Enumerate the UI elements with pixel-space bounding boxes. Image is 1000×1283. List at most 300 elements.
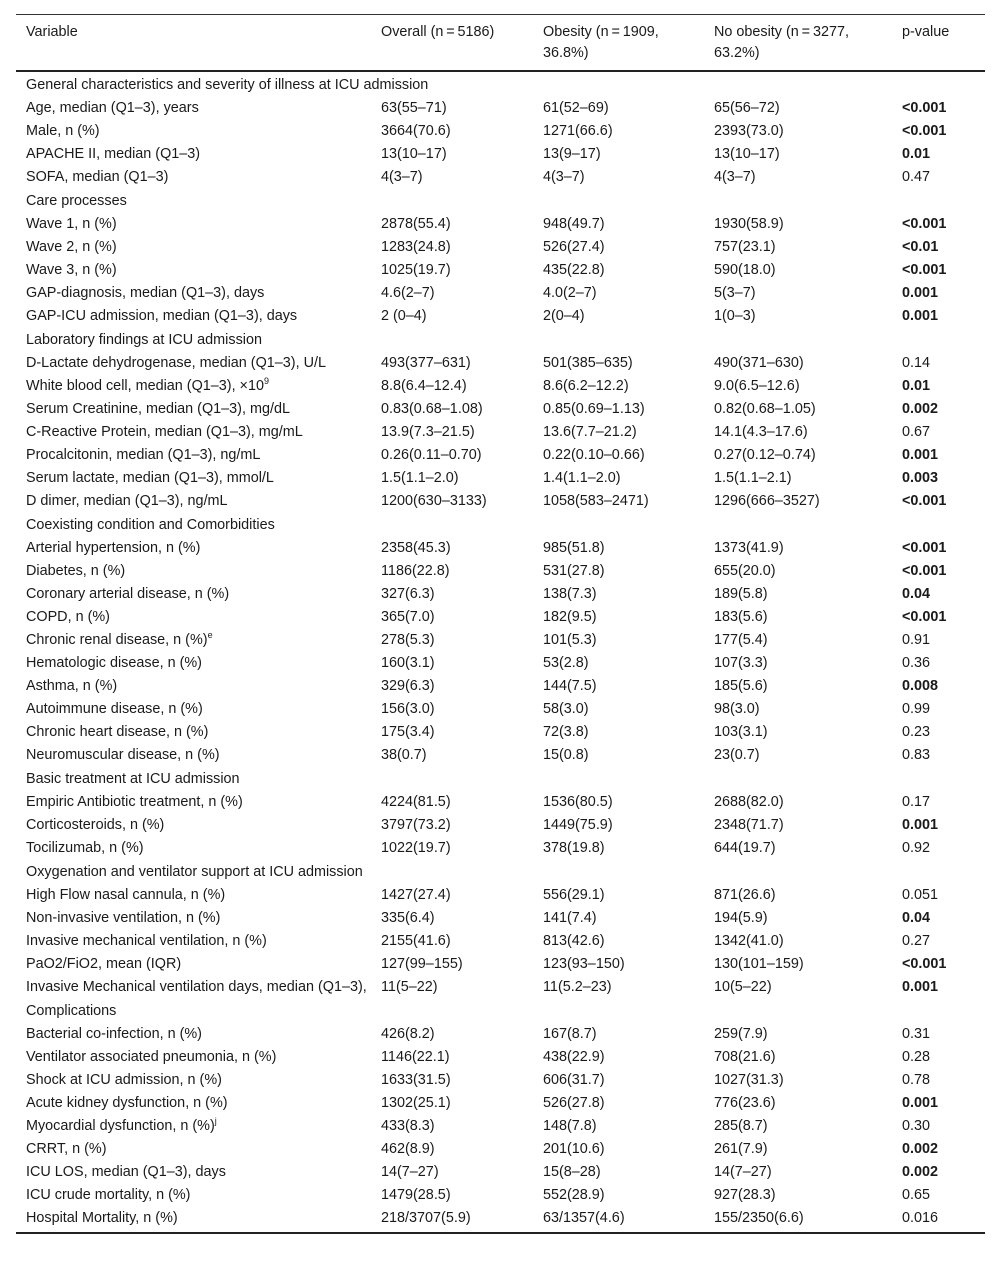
table-row xyxy=(16,560,985,583)
row-label-cell xyxy=(16,721,371,744)
cell-pvalue: <0.001 xyxy=(902,100,947,116)
row-label: PaO2/FiO2, mean (IQR) xyxy=(26,956,182,972)
table-container xyxy=(16,14,985,1234)
row-label: Wave 1, n (%) xyxy=(26,216,117,232)
row-label-cell xyxy=(16,352,371,375)
table-row xyxy=(16,837,985,860)
cell-no-obesity: 261(7.9) xyxy=(714,1141,768,1157)
table-row xyxy=(16,282,985,305)
table-row xyxy=(16,1069,985,1092)
row-label-cell xyxy=(16,1161,371,1184)
cell-overall: 1427(27.4) xyxy=(381,887,451,903)
header-pvalue: p-value xyxy=(892,15,985,72)
cell-pvalue: 0.01 xyxy=(902,378,931,394)
cell-pvalue: 0.78 xyxy=(902,1072,931,1088)
cell-no-obesity: 871(26.6) xyxy=(714,887,776,903)
footnote-marker: j xyxy=(214,1116,217,1126)
row-label: Chronic renal disease, n (%) xyxy=(26,632,208,648)
row-label-cell xyxy=(16,652,371,675)
table-header xyxy=(16,15,985,72)
cell-obesity: 148(7.8) xyxy=(543,1118,597,1134)
row-label-cell xyxy=(16,398,371,421)
cell-obesity: 1449(75.9) xyxy=(543,817,613,833)
row-label: Age, median (Q1–3), years xyxy=(26,100,199,116)
cell-no-obesity: 5(3–7) xyxy=(714,285,756,301)
cell-no-obesity: 590(18.0) xyxy=(714,262,776,278)
cell-obesity: 0.85(0.69–1.13) xyxy=(543,401,645,417)
cell-pvalue: 0.003 xyxy=(902,470,939,486)
cell-no-obesity: 708(21.6) xyxy=(714,1049,776,1065)
row-label: Autoimmune disease, n (%) xyxy=(26,701,203,717)
cell-pvalue: 0.001 xyxy=(902,308,939,324)
row-label: CRRT, n (%) xyxy=(26,1141,107,1157)
row-label-cell xyxy=(16,1207,371,1233)
row-label-cell xyxy=(16,1069,371,1092)
cell-pvalue: 0.008 xyxy=(902,678,939,694)
row-label: Neuromuscular disease, n (%) xyxy=(26,747,220,763)
cell-overall: 335(6.4) xyxy=(381,910,435,926)
cell-pvalue: 0.016 xyxy=(892,1207,985,1233)
cell-no-obesity: 1930(58.9) xyxy=(714,216,784,232)
row-label-cell xyxy=(16,120,371,143)
comparison-table xyxy=(16,14,985,1234)
row-label-cell xyxy=(16,97,371,120)
cell-pvalue: 0.28 xyxy=(902,1049,931,1065)
table-row xyxy=(16,467,985,490)
cell-pvalue: <0.001 xyxy=(902,262,947,278)
row-label: Bacterial co-infection, n (%) xyxy=(26,1026,202,1042)
row-label: Invasive Mechanical ventilation days, median (Q1–3), xyxy=(26,979,367,995)
cell-obesity: 1058(583–2471) xyxy=(543,493,649,509)
cell-no-obesity: 259(7.9) xyxy=(714,1026,768,1042)
table-row xyxy=(16,1207,985,1233)
cell-no-obesity: 927(28.3) xyxy=(714,1187,776,1203)
cell-obesity: 53(2.8) xyxy=(543,655,589,671)
cell-obesity: 123(93–150) xyxy=(543,956,625,972)
table-row xyxy=(16,1023,985,1046)
cell-overall: 4(3–7) xyxy=(381,169,423,185)
cell-no-obesity: 103(3.1) xyxy=(714,724,768,740)
row-label-cell xyxy=(16,1115,371,1138)
cell-obesity: 11(5.2–23) xyxy=(543,979,612,995)
cell-no-obesity: 757(23.1) xyxy=(714,239,776,255)
cell-obesity: 438(22.9) xyxy=(543,1049,605,1065)
row-label: Tocilizumab, n (%) xyxy=(26,840,144,856)
row-label-cell xyxy=(16,583,371,606)
cell-overall: 1479(28.5) xyxy=(381,1187,451,1203)
cell-overall: 2 (0–4) xyxy=(381,308,427,324)
cell-pvalue: 0.001 xyxy=(902,285,939,301)
row-label: SOFA, median (Q1–3) xyxy=(26,169,169,185)
row-label-cell xyxy=(16,1092,371,1115)
row-label: Wave 2, n (%) xyxy=(26,239,117,255)
row-label: Asthma, n (%) xyxy=(26,678,118,694)
cell-no-obesity: 1342(41.0) xyxy=(714,933,784,949)
row-label-cell xyxy=(16,444,371,467)
cell-no-obesity: 1373(41.9) xyxy=(714,540,784,556)
table-row xyxy=(16,305,985,328)
row-label: D dimer, median (Q1–3), ng/mL xyxy=(26,493,228,509)
cell-obesity: 526(27.8) xyxy=(543,1095,605,1111)
cell-overall: 13.9(7.3–21.5) xyxy=(381,424,475,440)
section-heading: Basic treatment at ICU admission xyxy=(26,771,240,787)
cell-no-obesity: 0.82(0.68–1.05) xyxy=(714,401,816,417)
cell-pvalue: 0.67 xyxy=(902,424,931,440)
table-row xyxy=(16,884,985,907)
row-label: High Flow nasal cannula, n (%) xyxy=(26,887,226,903)
cell-no-obesity: 655(20.0) xyxy=(714,563,776,579)
cell-pvalue: 0.36 xyxy=(902,655,931,671)
cell-overall: 127(99–155) xyxy=(381,956,463,972)
row-label-cell xyxy=(16,930,371,953)
table-row xyxy=(16,629,985,652)
cell-obesity: 4.0(2–7) xyxy=(543,285,597,301)
cell-obesity: 101(5.3) xyxy=(543,632,597,648)
cell-overall: 329(6.3) xyxy=(381,678,435,694)
row-label: Acute kidney dysfunction, n (%) xyxy=(26,1095,228,1111)
cell-obesity: 61(52–69) xyxy=(543,100,609,116)
cell-pvalue: 0.001 xyxy=(902,979,939,995)
row-label: Hematologic disease, n (%) xyxy=(26,655,202,671)
table-row xyxy=(16,1184,985,1207)
cell-overall: 493(377–631) xyxy=(381,355,471,371)
cell-obesity: 378(19.8) xyxy=(543,840,605,856)
cell-obesity: 72(3.8) xyxy=(543,724,589,740)
table-row xyxy=(16,791,985,814)
table-row xyxy=(16,375,985,398)
cell-no-obesity: 23(0.7) xyxy=(714,747,760,763)
table-row xyxy=(16,490,985,513)
cell-no-obesity: 9.0(6.5–12.6) xyxy=(714,378,800,394)
row-label: Chronic heart disease, n (%) xyxy=(26,724,209,740)
row-label-cell xyxy=(16,143,371,166)
row-label: D-Lactate dehydrogenase, median (Q1–3), U/L xyxy=(26,355,326,371)
cell-overall: 0.26(0.11–0.70) xyxy=(381,447,482,463)
cell-pvalue: 0.27 xyxy=(902,933,931,949)
row-label-cell xyxy=(16,1138,371,1161)
cell-overall: 218/3707(5.9) xyxy=(371,1207,533,1233)
cell-overall: 1633(31.5) xyxy=(381,1072,451,1088)
header-variable: Variable xyxy=(16,15,371,72)
cell-overall: 0.83(0.68–1.08) xyxy=(381,401,483,417)
cell-obesity: 948(49.7) xyxy=(543,216,605,232)
row-label: Empiric Antibiotic treatment, n (%) xyxy=(26,794,243,810)
cell-no-obesity: 776(23.6) xyxy=(714,1095,776,1111)
row-label: Diabetes, n (%) xyxy=(26,563,126,579)
header-overall: Overall (n = 5186) xyxy=(371,15,533,72)
section-heading: Complications xyxy=(26,1003,117,1019)
cell-overall: 11(5–22) xyxy=(381,979,438,995)
cell-obesity: 606(31.7) xyxy=(543,1072,605,1088)
cell-overall: 3797(73.2) xyxy=(381,817,451,833)
cell-pvalue: 0.051 xyxy=(902,887,939,903)
cell-no-obesity: 2348(71.7) xyxy=(714,817,784,833)
row-label-cell xyxy=(16,791,371,814)
table-row xyxy=(16,352,985,375)
cell-overall: 1200(630–3133) xyxy=(381,493,487,509)
cell-pvalue: <0.001 xyxy=(902,563,947,579)
cell-obesity: 201(10.6) xyxy=(543,1141,605,1157)
cell-pvalue: 0.04 xyxy=(902,586,931,602)
header-no-obesity: No obesity (n = 3277, 63.2%) xyxy=(704,15,892,72)
cell-obesity: 0.22(0.10–0.66) xyxy=(543,447,645,463)
cell-pvalue: 0.001 xyxy=(902,447,939,463)
section-row xyxy=(16,71,985,97)
table-row xyxy=(16,606,985,629)
cell-overall: 175(3.4) xyxy=(381,724,435,740)
row-label: Serum Creatinine, median (Q1–3), mg/dL xyxy=(26,401,290,417)
table-row xyxy=(16,97,985,120)
cell-obesity: 985(51.8) xyxy=(543,540,605,556)
cell-no-obesity: 1(0–3) xyxy=(714,308,756,324)
cell-obesity: 8.6(6.2–12.2) xyxy=(543,378,629,394)
cell-overall: 278(5.3) xyxy=(381,632,435,648)
row-label-cell xyxy=(16,698,371,721)
table-row xyxy=(16,652,985,675)
cell-overall: 14(7–27) xyxy=(381,1164,439,1180)
row-label: C-Reactive Protein, median (Q1–3), mg/mL xyxy=(26,424,303,440)
row-label-cell xyxy=(16,976,371,999)
cell-no-obesity: 14(7–27) xyxy=(714,1164,772,1180)
cell-overall: 1.5(1.1–2.0) xyxy=(381,470,459,486)
cell-no-obesity: 177(5.4) xyxy=(714,632,768,648)
cell-overall: 1283(24.8) xyxy=(381,239,451,255)
cell-obesity: 526(27.4) xyxy=(543,239,605,255)
table-row xyxy=(16,398,985,421)
row-label: Shock at ICU admission, n (%) xyxy=(26,1072,222,1088)
row-label-cell xyxy=(16,837,371,860)
row-label: COPD, n (%) xyxy=(26,609,110,625)
table-row xyxy=(16,236,985,259)
cell-pvalue: 0.001 xyxy=(902,1095,939,1111)
cell-overall: 38(0.7) xyxy=(381,747,427,763)
table-row xyxy=(16,1161,985,1184)
cell-pvalue: <0.001 xyxy=(902,609,947,625)
row-label-cell xyxy=(16,1184,371,1207)
cell-obesity: 182(9.5) xyxy=(543,609,597,625)
row-label-cell xyxy=(16,744,371,767)
cell-no-obesity: 10(5–22) xyxy=(714,979,772,995)
row-label-cell xyxy=(16,305,371,328)
cell-pvalue: 0.002 xyxy=(902,1164,939,1180)
cell-overall: 1022(19.7) xyxy=(381,840,451,856)
cell-overall: 433(8.3) xyxy=(381,1118,435,1134)
cell-overall: 4224(81.5) xyxy=(381,794,451,810)
cell-no-obesity: 185(5.6) xyxy=(714,678,768,694)
cell-pvalue: 0.01 xyxy=(902,146,931,162)
row-label: GAP-diagnosis, median (Q1–3), days xyxy=(26,285,265,301)
cell-obesity: 2(0–4) xyxy=(543,308,585,324)
cell-overall: 1302(25.1) xyxy=(381,1095,451,1111)
table-row xyxy=(16,930,985,953)
footnote-marker: 9 xyxy=(263,376,269,386)
cell-obesity: 1271(66.6) xyxy=(543,123,613,139)
row-label: GAP-ICU admission, median (Q1–3), days xyxy=(26,308,298,324)
cell-obesity: 4(3–7) xyxy=(543,169,585,185)
table-row xyxy=(16,583,985,606)
cell-obesity: 1536(80.5) xyxy=(543,794,613,810)
cell-overall: 3664(70.6) xyxy=(381,123,451,139)
cell-no-obesity: 4(3–7) xyxy=(714,169,756,185)
cell-no-obesity: 194(5.9) xyxy=(714,910,768,926)
row-label: APACHE II, median (Q1–3) xyxy=(26,146,201,162)
section-heading: Laboratory findings at ICU admission xyxy=(26,332,262,348)
cell-no-obesity: 107(3.3) xyxy=(714,655,768,671)
cell-obesity: 13.6(7.7–21.2) xyxy=(543,424,637,440)
table-row xyxy=(16,166,985,189)
section-row xyxy=(16,328,985,352)
cell-overall: 327(6.3) xyxy=(381,586,435,602)
section-row xyxy=(16,189,985,213)
table-row xyxy=(16,1092,985,1115)
row-label: Arterial hypertension, n (%) xyxy=(26,540,201,556)
cell-overall: 156(3.0) xyxy=(381,701,435,717)
cell-no-obesity: 98(3.0) xyxy=(714,701,760,717)
cell-no-obesity: 644(19.7) xyxy=(714,840,776,856)
table-row xyxy=(16,744,985,767)
row-label-cell xyxy=(16,259,371,282)
row-label: ICU crude mortality, n (%) xyxy=(26,1187,191,1203)
table-row xyxy=(16,143,985,166)
row-label-cell xyxy=(16,606,371,629)
row-label: Coronary arterial disease, n (%) xyxy=(26,586,230,602)
cell-overall: 63(55–71) xyxy=(381,100,447,116)
cell-no-obesity: 0.27(0.12–0.74) xyxy=(714,447,816,463)
cell-overall: 1025(19.7) xyxy=(381,262,451,278)
table-row xyxy=(16,976,985,999)
section-row xyxy=(16,767,985,791)
table-row xyxy=(16,213,985,236)
cell-obesity: 435(22.8) xyxy=(543,262,605,278)
cell-obesity: 144(7.5) xyxy=(543,678,597,694)
cell-obesity: 63/1357(4.6) xyxy=(533,1207,704,1233)
row-label: Ventilator associated pneumonia, n (%) xyxy=(26,1049,277,1065)
section-heading: Coexisting condition and Comorbidities xyxy=(26,517,275,533)
cell-pvalue: 0.92 xyxy=(902,840,931,856)
section-heading: Care processes xyxy=(26,193,127,209)
row-label: Hospital Mortality, n (%) xyxy=(26,1210,178,1226)
cell-pvalue: 0.04 xyxy=(902,910,931,926)
cell-pvalue: 0.002 xyxy=(902,401,939,417)
row-label-cell xyxy=(16,537,371,560)
cell-pvalue: <0.001 xyxy=(902,493,947,509)
section-row xyxy=(16,999,985,1023)
cell-obesity: 556(29.1) xyxy=(543,887,605,903)
table-row xyxy=(16,814,985,837)
row-label-cell xyxy=(16,213,371,236)
cell-pvalue: 0.65 xyxy=(902,1187,931,1203)
cell-no-obesity: 14.1(4.3–17.6) xyxy=(714,424,808,440)
cell-obesity: 15(8–28) xyxy=(543,1164,601,1180)
cell-no-obesity: 13(10–17) xyxy=(714,146,780,162)
cell-obesity: 501(385–635) xyxy=(543,355,633,371)
cell-pvalue: 0.91 xyxy=(902,632,931,648)
cell-overall: 1146(22.1) xyxy=(381,1049,450,1065)
cell-obesity: 1.4(1.1–2.0) xyxy=(543,470,621,486)
cell-pvalue: <0.001 xyxy=(902,123,947,139)
table-row xyxy=(16,120,985,143)
row-label-cell xyxy=(16,421,371,444)
row-label-cell xyxy=(16,1023,371,1046)
cell-pvalue: <0.01 xyxy=(902,239,939,255)
cell-overall: 160(3.1) xyxy=(381,655,435,671)
cell-no-obesity: 2688(82.0) xyxy=(714,794,784,810)
row-label: Invasive mechanical ventilation, n (%) xyxy=(26,933,267,949)
cell-overall: 8.8(6.4–12.4) xyxy=(381,378,467,394)
header-row xyxy=(16,15,985,72)
row-label-cell xyxy=(16,1046,371,1069)
cell-obesity: 167(8.7) xyxy=(543,1026,597,1042)
cell-overall: 2358(45.3) xyxy=(381,540,451,556)
table-body xyxy=(16,71,985,1233)
cell-pvalue: 0.47 xyxy=(902,169,931,185)
section-row xyxy=(16,860,985,884)
cell-obesity: 813(42.6) xyxy=(543,933,605,949)
row-label-cell xyxy=(16,814,371,837)
table-row xyxy=(16,953,985,976)
cell-pvalue: 0.002 xyxy=(902,1141,939,1157)
row-label: Non-invasive ventilation, n (%) xyxy=(26,910,221,926)
cell-no-obesity: 130(101–159) xyxy=(714,956,804,972)
cell-no-obesity: 65(56–72) xyxy=(714,100,780,116)
table-row xyxy=(16,675,985,698)
table-row xyxy=(16,421,985,444)
cell-pvalue: 0.14 xyxy=(902,355,931,371)
cell-overall: 1186(22.8) xyxy=(381,563,450,579)
cell-obesity: 138(7.3) xyxy=(543,586,597,602)
row-label: ICU LOS, median (Q1–3), days xyxy=(26,1164,226,1180)
cell-pvalue: <0.001 xyxy=(902,956,947,972)
table-row xyxy=(16,444,985,467)
row-label: White blood cell, median (Q1–3), ×10 xyxy=(26,378,264,394)
cell-pvalue: 0.30 xyxy=(902,1118,931,1134)
cell-obesity: 15(0.8) xyxy=(543,747,589,763)
cell-no-obesity: 285(8.7) xyxy=(714,1118,768,1134)
cell-no-obesity: 1296(666–3527) xyxy=(714,493,820,509)
table-row xyxy=(16,259,985,282)
cell-overall: 2878(55.4) xyxy=(381,216,451,232)
cell-overall: 4.6(2–7) xyxy=(381,285,435,301)
cell-obesity: 552(28.9) xyxy=(543,1187,605,1203)
cell-no-obesity: 2393(73.0) xyxy=(714,123,784,139)
row-label: Procalcitonin, median (Q1–3), ng/mL xyxy=(26,447,261,463)
row-label-cell xyxy=(16,907,371,930)
table-row xyxy=(16,1046,985,1069)
table-row xyxy=(16,1115,985,1138)
cell-pvalue: <0.001 xyxy=(902,216,947,232)
cell-no-obesity: 189(5.8) xyxy=(714,586,768,602)
row-label: Wave 3, n (%) xyxy=(26,262,117,278)
table-row xyxy=(16,721,985,744)
cell-no-obesity: 490(371–630) xyxy=(714,355,804,371)
row-label: Myocardial dysfunction, n (%) xyxy=(26,1118,215,1134)
row-label-cell xyxy=(16,560,371,583)
row-label-cell xyxy=(16,884,371,907)
cell-no-obesity: 1.5(1.1–2.1) xyxy=(714,470,792,486)
header-obesity: Obesity (n = 1909, 36.8%) xyxy=(533,15,704,72)
row-label-cell xyxy=(16,490,371,513)
cell-pvalue: <0.001 xyxy=(902,540,947,556)
cell-no-obesity: 155/2350(6.6) xyxy=(704,1207,892,1233)
footnote-marker: e xyxy=(207,630,213,640)
cell-obesity: 531(27.8) xyxy=(543,563,605,579)
table-row xyxy=(16,907,985,930)
row-label: Serum lactate, median (Q1–3), mmol/L xyxy=(26,470,274,486)
section-heading: Oxygenation and ventilator support at ICU admission xyxy=(26,864,363,880)
cell-obesity: 58(3.0) xyxy=(543,701,589,717)
cell-pvalue: 0.31 xyxy=(902,1026,931,1042)
row-label-cell xyxy=(16,675,371,698)
